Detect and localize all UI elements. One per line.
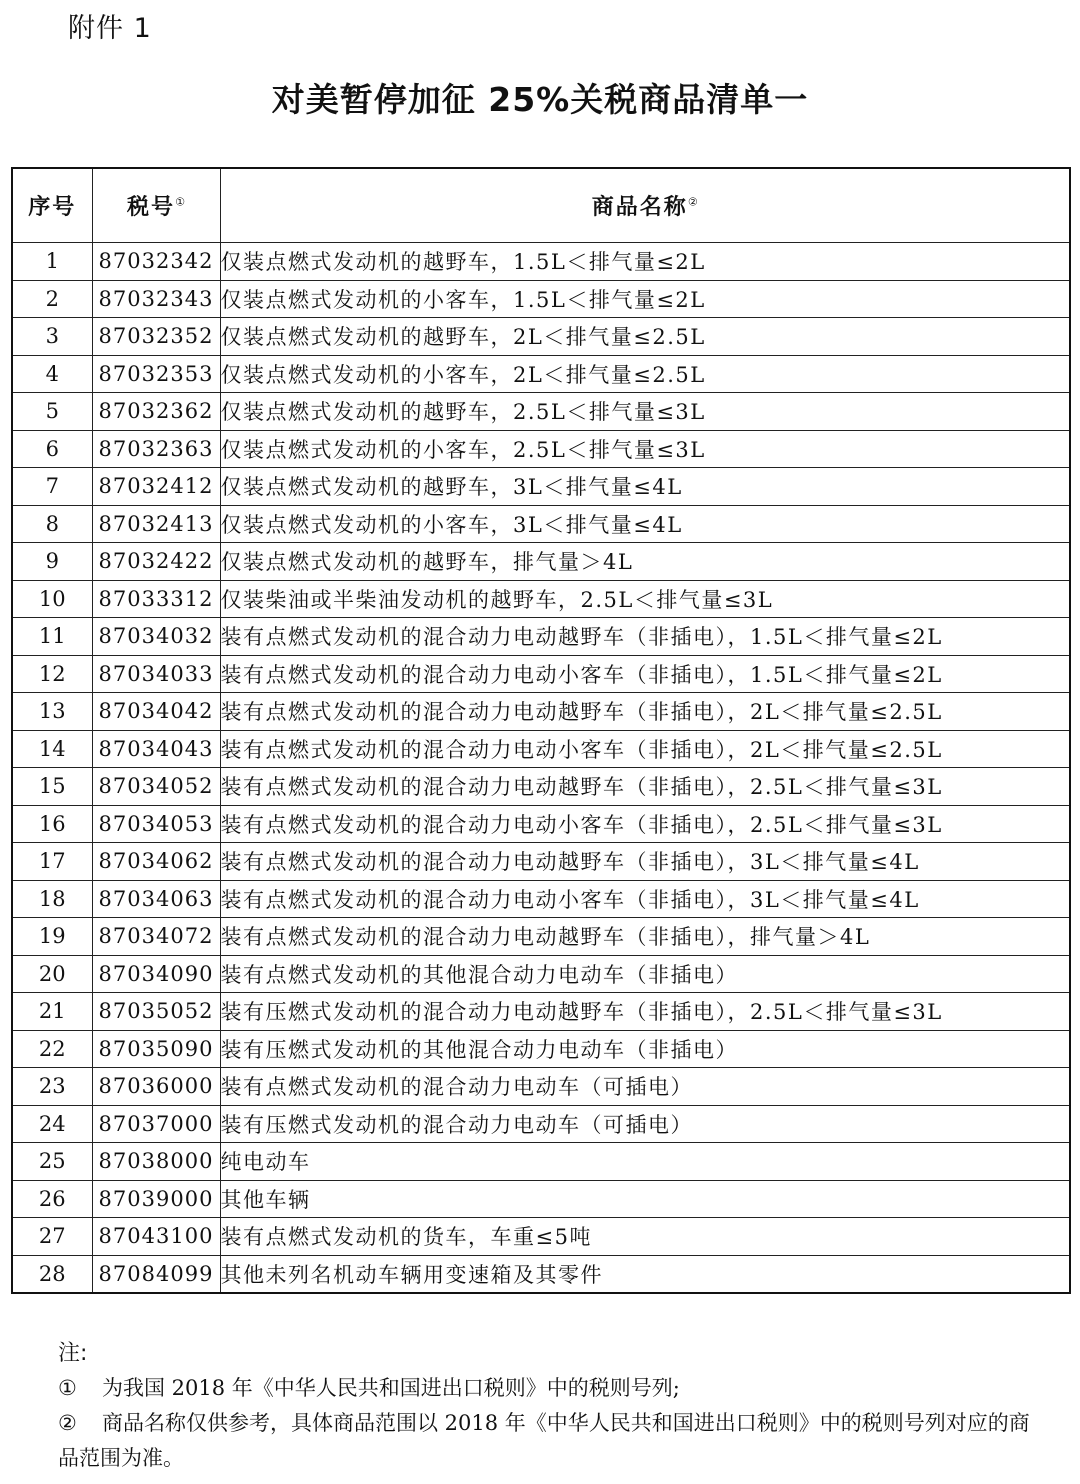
cell-tariff-code: 87032412 [92,468,220,506]
table-body [12,243,1070,1294]
cell-tariff-code: 87038000 [92,1143,220,1181]
cell-tariff-code: 87036000 [92,1068,220,1106]
table-row [12,618,1070,656]
cell-serial-number: 13 [12,693,92,731]
note-item-2 [58,1406,1048,1476]
cell-product-name: 装有压燃式发动机的其他混合动力电动车（非插电） [220,1030,1070,1068]
cell-tariff-code: 87032343 [92,280,220,318]
cell-product-name: 纯电动车 [220,1143,1070,1181]
cell-product-name: 装有点燃式发动机的混合动力电动小客车（非插电），3L＜排气量≤4L [220,880,1070,918]
table-row [12,355,1070,393]
note-mark: ① [58,1376,77,1400]
cell-serial-number: 7 [12,468,92,506]
table-row [12,655,1070,693]
cell-serial-number: 1 [12,243,92,281]
cell-product-name: 仅装点燃式发动机的越野车，1.5L＜排气量≤2L [220,243,1070,281]
cell-product-name: 装有点燃式发动机的混合动力电动车（可插电） [220,1068,1070,1106]
note-text: 为我国 2018 年《中华人民共和国进出口税则》中的税则号列; [102,1376,680,1400]
cell-product-name: 装有点燃式发动机的混合动力电动小客车（非插电），2.5L＜排气量≤3L [220,805,1070,843]
cell-serial-number: 20 [12,955,92,993]
cell-serial-number: 4 [12,355,92,393]
cell-serial-number: 10 [12,580,92,618]
table-row [12,318,1070,356]
cell-tariff-code: 87035052 [92,993,220,1031]
cell-product-name: 装有点燃式发动机的混合动力电动小客车（非插电），2L＜排气量≤2.5L [220,730,1070,768]
cell-serial-number: 2 [12,280,92,318]
table-row [12,430,1070,468]
table-row [12,1218,1070,1256]
cell-product-name: 装有压燃式发动机的混合动力电动越野车（非插电），2.5L＜排气量≤3L [220,993,1070,1031]
cell-serial-number: 19 [12,918,92,956]
cell-tariff-code: 87084099 [92,1255,220,1293]
cell-tariff-code: 87034053 [92,805,220,843]
cell-tariff-code: 87034032 [92,618,220,656]
cell-product-name: 仅装点燃式发动机的越野车，排气量＞4L [220,543,1070,581]
cell-product-name: 装有点燃式发动机的货车，车重≤5吨 [220,1218,1070,1256]
cell-serial-number: 8 [12,505,92,543]
cell-product-name: 装有压燃式发动机的混合动力电动车（可插电） [220,1105,1070,1143]
cell-product-name: 仅装点燃式发动机的小客车，2L＜排气量≤2.5L [220,355,1070,393]
cell-product-name: 装有点燃式发动机的混合动力电动越野车（非插电），2.5L＜排气量≤3L [220,768,1070,806]
cell-product-name: 其他未列名机动车辆用变速箱及其零件 [220,1255,1070,1293]
cell-serial-number: 12 [12,655,92,693]
cell-tariff-code: 87034052 [92,768,220,806]
cell-serial-number: 24 [12,1105,92,1143]
table-row [12,243,1070,281]
cell-serial-number: 5 [12,393,92,431]
cell-serial-number: 9 [12,543,92,581]
table-row [12,505,1070,543]
cell-product-name: 装有点燃式发动机的混合动力电动越野车（非插电），1.5L＜排气量≤2L [220,618,1070,656]
cell-tariff-code: 87034090 [92,955,220,993]
table-row [12,805,1070,843]
cell-product-name: 装有点燃式发动机的混合动力电动越野车（非插电），3L＜排气量≤4L [220,843,1070,881]
cell-serial-number: 15 [12,768,92,806]
table-row [12,843,1070,881]
table-row [12,1255,1070,1293]
table-row [12,1030,1070,1068]
cell-serial-number: 11 [12,618,92,656]
cell-tariff-code: 87034042 [92,693,220,731]
cell-tariff-code: 87032422 [92,543,220,581]
cell-product-name: 其他车辆 [220,1180,1070,1218]
table-row [12,468,1070,506]
cell-tariff-code: 87032413 [92,505,220,543]
table-row [12,580,1070,618]
table-row [12,1143,1070,1181]
cell-product-name: 装有点燃式发动机的混合动力电动小客车（非插电），1.5L＜排气量≤2L [220,655,1070,693]
footnote-mark-2: ② [687,195,698,209]
cell-tariff-code: 87034043 [92,730,220,768]
cell-serial-number: 28 [12,1255,92,1293]
table-row [12,280,1070,318]
cell-product-name: 仅装点燃式发动机的小客车，1.5L＜排气量≤2L [220,280,1070,318]
cell-tariff-code: 87032352 [92,318,220,356]
table-row [12,1180,1070,1218]
cell-product-name: 仅装点燃式发动机的小客车，3L＜排气量≤4L [220,505,1070,543]
header-serial-number: 序号 [12,168,92,243]
cell-tariff-code: 87034033 [92,655,220,693]
cell-product-name: 装有点燃式发动机的其他混合动力电动车（非插电） [220,955,1070,993]
note-mark: ② [58,1411,77,1435]
cell-tariff-code: 87037000 [92,1105,220,1143]
cell-tariff-code: 87032342 [92,243,220,281]
cell-product-name: 装有点燃式发动机的混合动力电动越野车（非插电），2L＜排气量≤2.5L [220,693,1070,731]
cell-serial-number: 26 [12,1180,92,1218]
cell-tariff-code: 87032362 [92,393,220,431]
cell-serial-number: 16 [12,805,92,843]
table-row [12,955,1070,993]
header-tariff-code: 税号① [92,168,220,243]
document-title: 对美暂停加征 25%关税商品清单一 [271,80,809,119]
footnote-mark-1: ① [175,195,185,209]
header-product-name: 商品名称② [220,168,1070,243]
attachment-label: 附件 1 [68,13,152,44]
note-item-1 [58,1371,1048,1406]
cell-product-name: 仅装点燃式发动机的小客车，2.5L＜排气量≤3L [220,430,1070,468]
table-row [12,993,1070,1031]
cell-product-name: 仅装点燃式发动机的越野车，2.5L＜排气量≤3L [220,393,1070,431]
table-row [12,543,1070,581]
cell-serial-number: 18 [12,880,92,918]
cell-product-name: 仅装柴油或半柴油发动机的越野车，2.5L＜排气量≤3L [220,580,1070,618]
cell-tariff-code: 87043100 [92,1218,220,1256]
cell-tariff-code: 87034063 [92,880,220,918]
table-row [12,393,1070,431]
table-row [12,1105,1070,1143]
table-row [12,880,1070,918]
cell-tariff-code: 87035090 [92,1030,220,1068]
note-text: 商品名称仅供参考，具体商品范围以 2018 年《中华人民共和国进出口税则》中的税则号列对应的商品范围为准。 [58,1411,1030,1470]
cell-product-name: 装有点燃式发动机的混合动力电动越野车（非插电），排气量＞4L [220,918,1070,956]
cell-tariff-code: 87034072 [92,918,220,956]
cell-serial-number: 27 [12,1218,92,1256]
table-row [12,768,1070,806]
cell-product-name: 仅装点燃式发动机的越野车，2L＜排气量≤2.5L [220,318,1070,356]
cell-serial-number: 6 [12,430,92,468]
cell-serial-number: 21 [12,993,92,1031]
table-row [12,730,1070,768]
cell-product-name: 仅装点燃式发动机的越野车，3L＜排气量≤4L [220,468,1070,506]
cell-serial-number: 14 [12,730,92,768]
cell-serial-number: 25 [12,1143,92,1181]
cell-tariff-code: 87032353 [92,355,220,393]
cell-serial-number: 3 [12,318,92,356]
tariff-list-table [11,167,1071,1294]
cell-tariff-code: 87032363 [92,430,220,468]
cell-serial-number: 23 [12,1068,92,1106]
table-row [12,693,1070,731]
table-row [12,1068,1070,1106]
cell-tariff-code: 87034062 [92,843,220,881]
table-row [12,918,1070,956]
table-header-row [12,168,1070,243]
cell-serial-number: 17 [12,843,92,881]
notes-section [58,1336,1048,1476]
cell-tariff-code: 87039000 [92,1180,220,1218]
cell-tariff-code: 87033312 [92,580,220,618]
cell-serial-number: 22 [12,1030,92,1068]
notes-label: 注: [58,1341,88,1366]
